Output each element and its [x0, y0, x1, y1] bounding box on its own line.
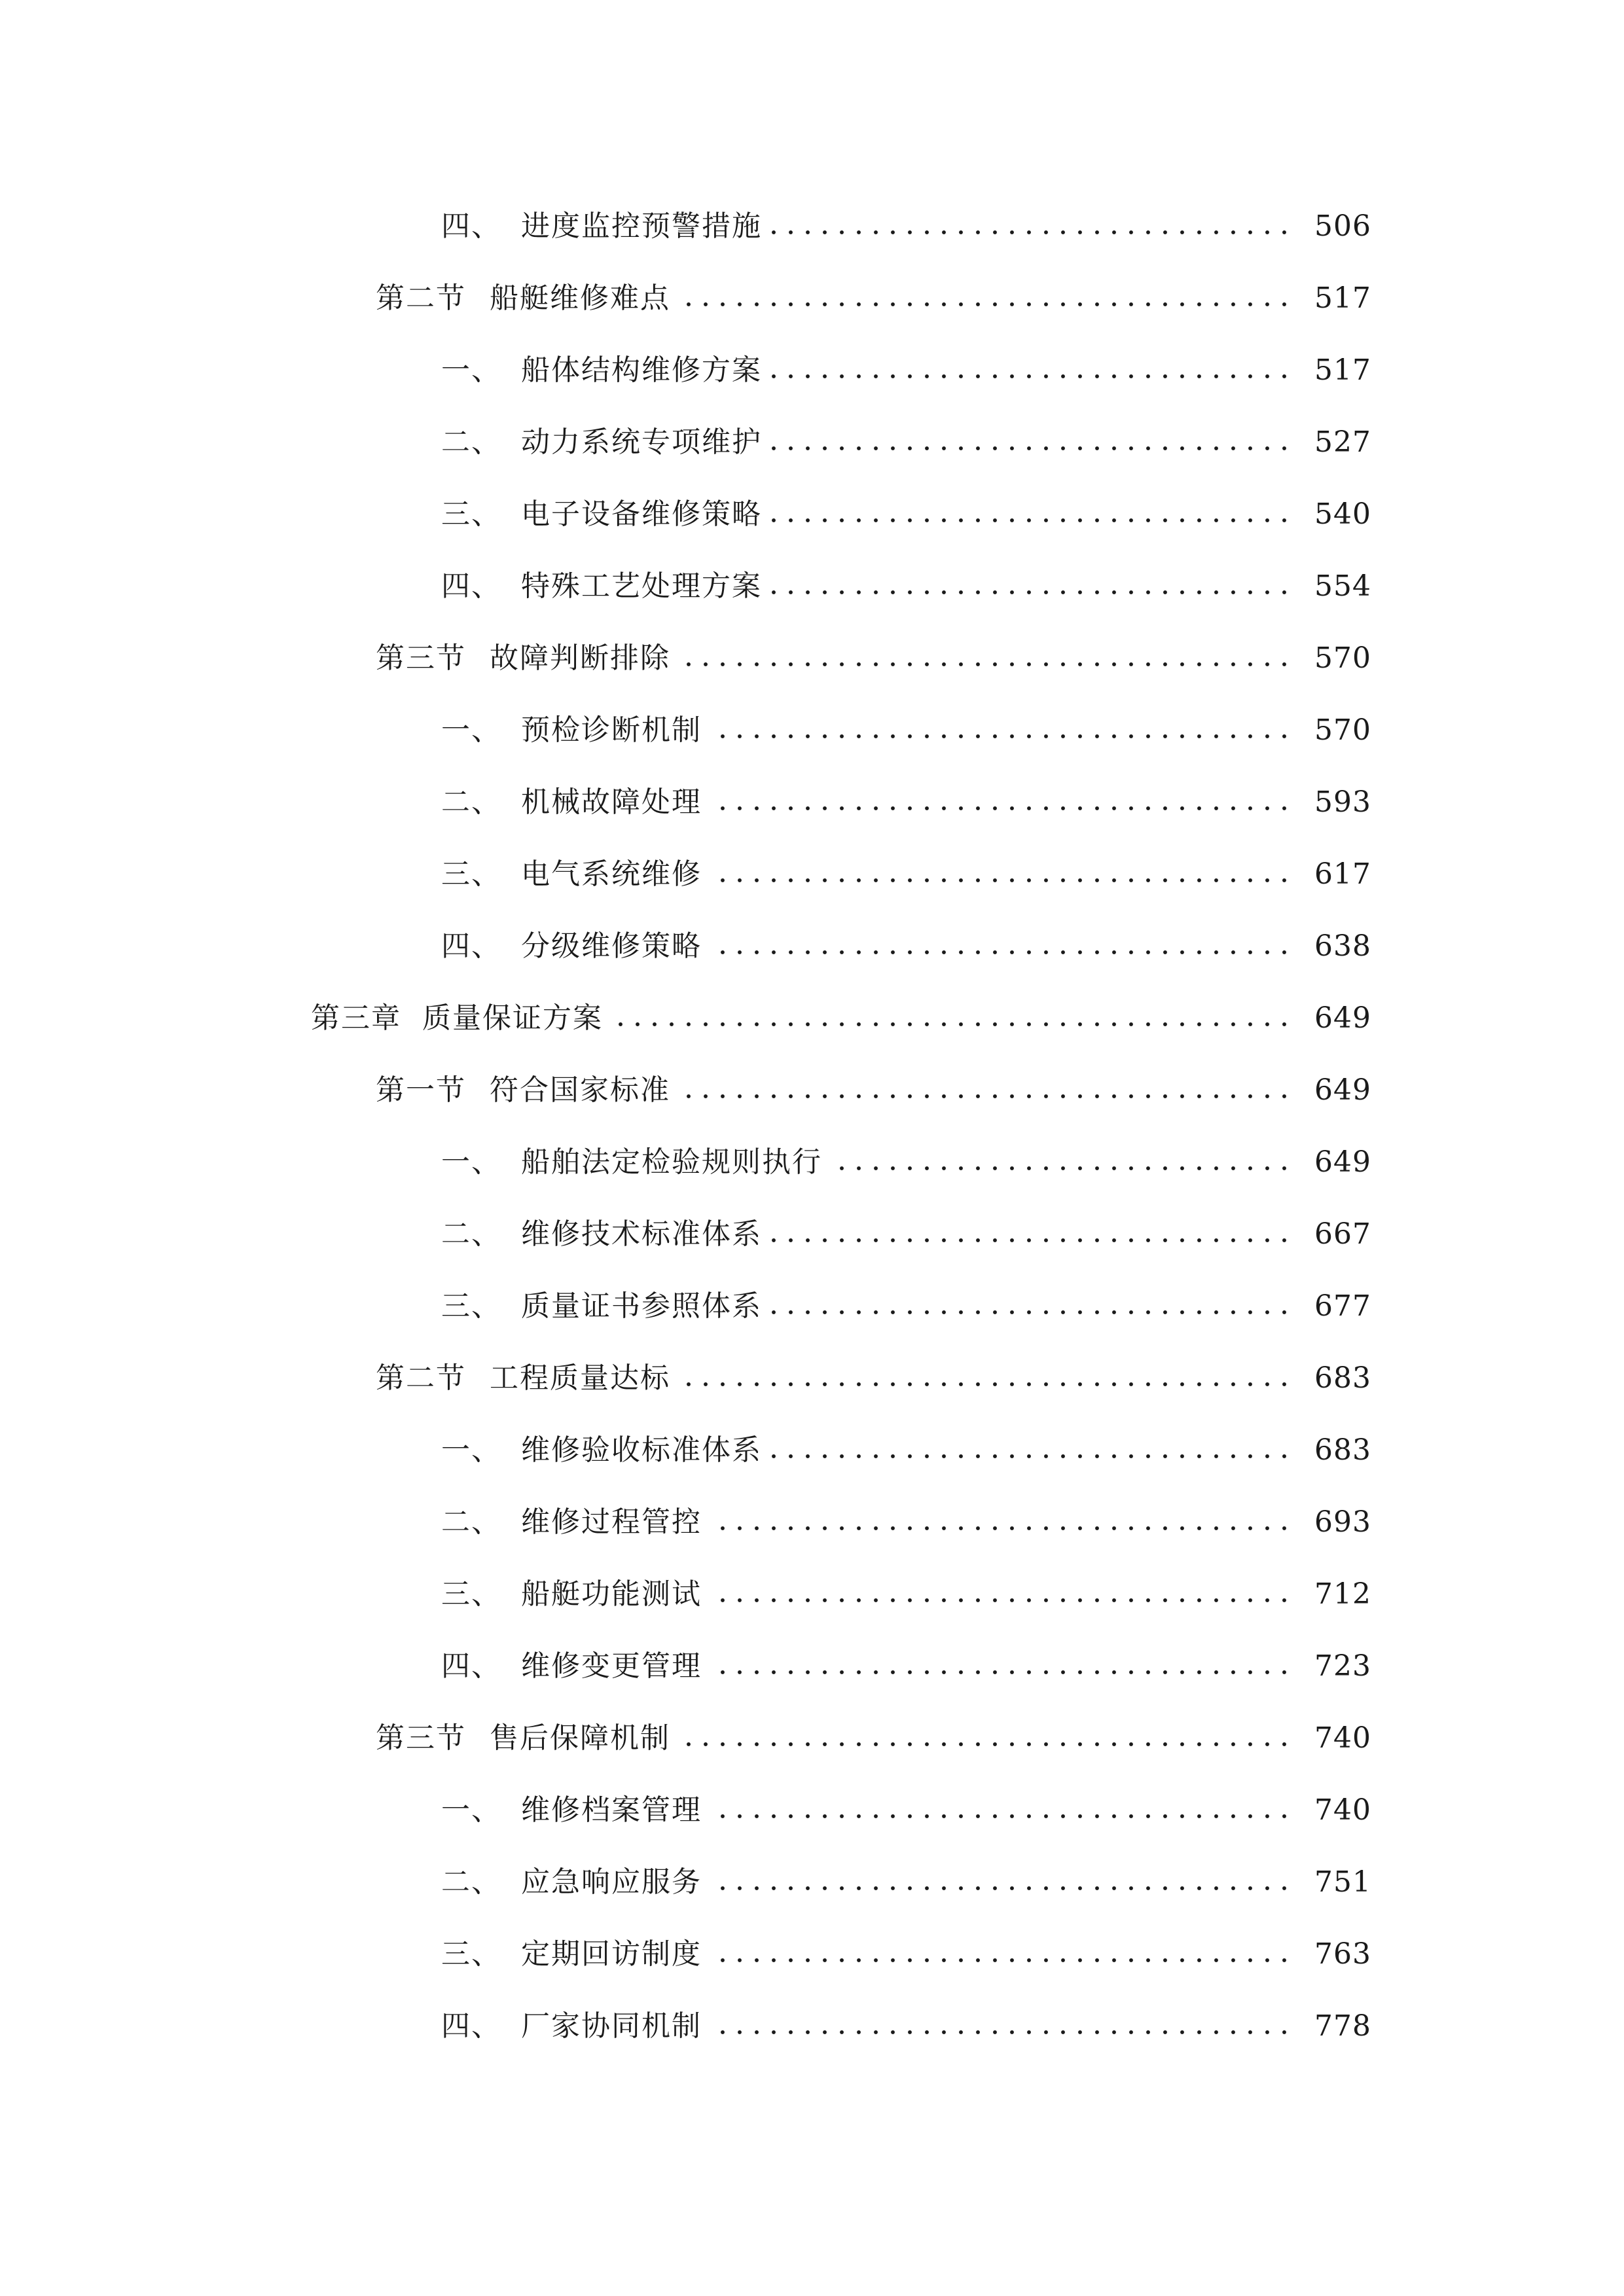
toc-entry-page-number: 667 — [1314, 1217, 1371, 1251]
dot-leader — [679, 1094, 1293, 1099]
toc-entry-page-number: 723 — [1314, 1649, 1371, 1683]
toc-entry-page-number: 751 — [1314, 1865, 1371, 1899]
toc-entry-page-number: 517 — [1314, 353, 1371, 387]
toc-entry-page-number: 649 — [1314, 1073, 1371, 1107]
toc-entry-national-standards[interactable] — [376, 1064, 1371, 1117]
toc-entry-title: 维修技术标准体系 — [521, 1217, 762, 1251]
toc-entry-number: 第一节 — [376, 1073, 466, 1107]
toc-entry-number: 二、 — [441, 1505, 501, 1539]
toc-entry-number: 四、 — [441, 209, 501, 243]
toc-entry-title: 符合国家标准 — [490, 1073, 670, 1107]
dot-leader — [771, 230, 1293, 235]
dot-leader — [711, 1670, 1293, 1675]
toc-entry-title: 维修过程管控 — [521, 1505, 702, 1539]
toc-entry-page-number: 677 — [1314, 1289, 1371, 1323]
toc-entry-repair-records[interactable] — [441, 1784, 1371, 1837]
dot-leader — [771, 374, 1293, 379]
toc-entry-title: 售后保障机制 — [490, 1721, 670, 1755]
toc-entry-number: 二、 — [441, 1217, 501, 1251]
toc-entry-page-number: 570 — [1314, 713, 1371, 747]
toc-entry-title: 故障判断排除 — [490, 641, 670, 675]
dot-leader — [711, 806, 1293, 811]
toc-entry-number: 三、 — [441, 1577, 501, 1611]
toc-entry-mechanical-fault[interactable] — [441, 776, 1371, 829]
toc-entry-title: 电气系统维修 — [521, 857, 702, 891]
toc-entry-title: 船艇维修难点 — [490, 281, 670, 315]
toc-entry-title: 定期回访制度 — [521, 1937, 702, 1971]
toc-entry-statutory-inspection[interactable] — [441, 1136, 1371, 1189]
toc-entry-power-system[interactable] — [441, 416, 1371, 469]
dot-leader — [771, 1454, 1293, 1459]
toc-entry-number: 三、 — [441, 1289, 501, 1323]
toc-entry-number: 四、 — [441, 929, 501, 963]
toc-entry-page-number: 517 — [1314, 281, 1371, 315]
toc-entry-title: 维修验收标准体系 — [521, 1433, 762, 1467]
toc-entry-title: 质量保证方案 — [422, 1001, 603, 1035]
toc-entry-number: 二、 — [441, 425, 501, 459]
toc-entry-electrical-system[interactable] — [441, 848, 1371, 901]
toc-entry-title: 质量证书参照体系 — [521, 1289, 762, 1323]
dot-leader — [612, 1022, 1293, 1027]
toc-entry-number: 一、 — [441, 353, 501, 387]
toc-entry-boat-repair-difficulties[interactable] — [376, 272, 1371, 325]
dot-leader — [679, 302, 1293, 307]
toc-entry-electronic-equipment[interactable] — [441, 488, 1371, 541]
dot-leader — [711, 878, 1293, 883]
toc-entry-page-number: 763 — [1314, 1937, 1371, 1971]
toc-entry-emergency-response[interactable] — [441, 1856, 1371, 1909]
toc-entry-acceptance-standards[interactable] — [441, 1424, 1371, 1477]
dot-leader — [711, 2030, 1293, 2035]
dot-leader — [711, 1598, 1293, 1603]
toc-entry-number: 第三节 — [376, 641, 466, 675]
toc-entry-manufacturer-coordination[interactable] — [441, 2000, 1371, 2053]
toc-entry-page-number: 778 — [1314, 2009, 1371, 2043]
dot-leader — [771, 590, 1293, 595]
toc-entry-page-number: 693 — [1314, 1505, 1371, 1539]
toc-entry-title: 船舶法定检验规则执行 — [521, 1145, 822, 1179]
toc-entry-title: 工程质量达标 — [490, 1361, 670, 1395]
toc-entry-page-number: 593 — [1314, 785, 1371, 819]
toc-entry-hull-structure[interactable] — [441, 344, 1371, 397]
toc-entry-quality-assurance-chapter[interactable] — [311, 992, 1371, 1045]
toc-entry-number: 一、 — [441, 1145, 501, 1179]
dot-leader — [711, 1814, 1293, 1819]
dot-leader — [831, 1166, 1293, 1171]
toc-entry-page-number: 649 — [1314, 1145, 1371, 1179]
toc-entry-page-number: 554 — [1314, 569, 1371, 603]
toc-entry-title: 电子设备维修策略 — [521, 497, 762, 531]
dot-leader — [711, 950, 1293, 955]
toc-entry-number: 一、 — [441, 1793, 501, 1827]
dot-leader — [711, 1958, 1293, 1963]
toc-entry-number: 四、 — [441, 1649, 501, 1683]
toc-entry-function-test[interactable] — [441, 1568, 1371, 1621]
toc-entry-page-number: 570 — [1314, 641, 1371, 675]
dot-leader — [711, 1886, 1293, 1891]
toc-entry-number: 第二节 — [376, 1361, 466, 1395]
toc-entry-progress-warning[interactable] — [441, 200, 1371, 253]
toc-entry-title: 进度监控预警措施 — [521, 209, 762, 243]
toc-entry-page-number: 506 — [1314, 209, 1371, 243]
dot-leader — [771, 1238, 1293, 1243]
toc-entry-page-number: 712 — [1314, 1577, 1371, 1611]
toc-entry-page-number: 540 — [1314, 497, 1371, 531]
toc-entry-page-number: 649 — [1314, 1001, 1371, 1035]
toc-entry-title: 特殊工艺处理方案 — [521, 569, 762, 603]
dot-leader — [679, 662, 1293, 667]
toc-entry-page-number: 638 — [1314, 929, 1371, 963]
toc-entry-number: 三、 — [441, 497, 501, 531]
toc-entry-number: 四、 — [441, 2009, 501, 2043]
toc-entry-number: 第三章 — [311, 1001, 401, 1035]
dot-leader — [679, 1742, 1293, 1747]
toc-entry-change-management[interactable] — [441, 1640, 1371, 1693]
dot-leader — [711, 1526, 1293, 1531]
toc-entry-number: 三、 — [441, 857, 501, 891]
toc-entry-title: 预检诊断机制 — [521, 713, 702, 747]
toc-entry-number: 第三节 — [376, 1721, 466, 1755]
toc-entry-number: 第二节 — [376, 281, 466, 315]
toc-entry-title: 分级维修策略 — [521, 929, 702, 963]
toc-entry-after-sales[interactable] — [376, 1712, 1371, 1765]
toc-entry-page-number: 740 — [1314, 1721, 1371, 1755]
dot-leader — [771, 1310, 1293, 1315]
toc-entry-title: 维修档案管理 — [521, 1793, 702, 1827]
toc-entry-title: 维修变更管理 — [521, 1649, 702, 1683]
toc-entry-pre-inspection[interactable] — [441, 704, 1371, 757]
toc-entry-tiered-maintenance[interactable] — [441, 920, 1371, 973]
dot-leader — [711, 734, 1293, 739]
toc-entry-quality-certificate[interactable] — [441, 1280, 1371, 1333]
toc-entry-number: 三、 — [441, 1937, 501, 1971]
toc-entry-title: 机械故障处理 — [521, 785, 702, 819]
toc-entry-process-control[interactable] — [441, 1496, 1371, 1549]
toc-entry-number: 二、 — [441, 785, 501, 819]
toc-entry-page-number: 740 — [1314, 1793, 1371, 1827]
toc-entry-title: 应急响应服务 — [521, 1865, 702, 1899]
toc-entry-number: 一、 — [441, 1433, 501, 1467]
dot-leader — [679, 1382, 1293, 1387]
toc-entry-engineering-quality[interactable] — [376, 1352, 1371, 1405]
toc-entry-title: 厂家协同机制 — [521, 2009, 702, 2043]
toc-entry-follow-up-visits[interactable] — [441, 1928, 1371, 1981]
toc-entry-number: 二、 — [441, 1865, 501, 1899]
toc-entry-page-number: 683 — [1314, 1361, 1371, 1395]
toc-entry-number: 四、 — [441, 569, 501, 603]
toc-entry-title: 动力系统专项维护 — [521, 425, 762, 459]
toc-entry-page-number: 527 — [1314, 425, 1371, 459]
dot-leader — [771, 518, 1293, 523]
toc-entry-fault-diagnosis[interactable] — [376, 632, 1371, 685]
toc-entry-number: 一、 — [441, 713, 501, 747]
dot-leader — [771, 446, 1293, 451]
toc-entry-page-number: 617 — [1314, 857, 1371, 891]
toc-entry-technical-standards[interactable] — [441, 1208, 1371, 1261]
toc-entry-page-number: 683 — [1314, 1433, 1371, 1467]
toc-entry-title: 船体结构维修方案 — [521, 353, 762, 387]
toc-entry-special-process[interactable] — [441, 560, 1371, 613]
toc-entry-title: 船艇功能测试 — [521, 1577, 702, 1611]
